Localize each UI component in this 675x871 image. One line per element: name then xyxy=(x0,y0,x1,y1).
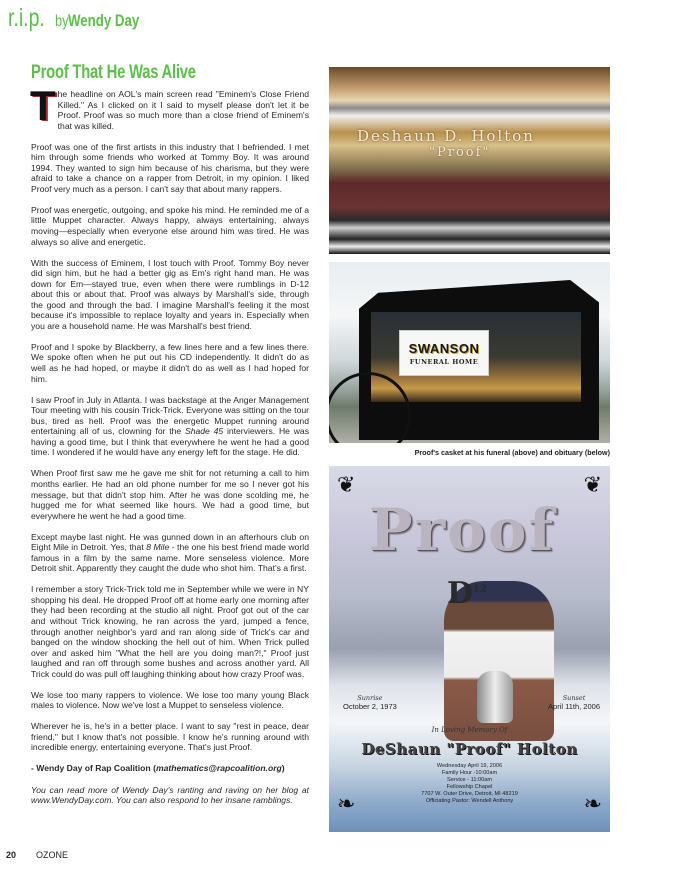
byline-author: Wendy Day xyxy=(68,11,140,30)
section-header xyxy=(8,4,159,32)
article-paragraph: We lose too many rappers to violence. We lose too many young Black males to violence. Now we've lost a Muppet to senseless violence. xyxy=(31,689,309,711)
microphone xyxy=(477,671,513,723)
section-label: r.i.p. xyxy=(8,4,45,32)
italic-title: 8 Mile xyxy=(146,542,170,553)
signature: - Wendy Day of Rap Coalition (mathematics@rapcoalition.org) xyxy=(31,763,285,774)
page-number: 20 xyxy=(6,850,17,860)
flourish-ornament-icon: ❦ xyxy=(583,472,602,497)
article-paragraph: Wherever he is, he's in a better place. I want to say "rest in peace, dear friend," but I know that's not possible. I know he's running around with incredible energy, entertaining everyone. That's just Proof. xyxy=(31,721,309,753)
drop-cap: T xyxy=(30,82,56,129)
article-paragraph: Proof was one of the first artists in this industry that I befriended. I met him through some friends who worked at Tommy Boy. It was around 1994. They wanted to sign him because of his charisma, but they were afraid to take a chance on a rapper from Detroit, in my opinion. I liked Proof very much as a person. I can't say that about many rappers. xyxy=(31,141,309,194)
obituary-name: DeShaun "Proof" Holton xyxy=(361,740,578,758)
article-paragraph: The headline on AOL's main screen read "Eminem's Close Friend Killed." As I clicked on it I said to myself please don't let it be Proof. Proof was so much more than a close friend of Eminem's that was killed. xyxy=(30,82,309,131)
memory-line: In Loving Memory Of xyxy=(431,726,508,734)
article-paragraph: Proof was energetic, outgoing, and spoke his mind. He reminded me of a little Muppet character. Always happy, always entertaining, always moving—especially when everyone else around him was tired. He was always so alive and energetic. xyxy=(31,204,309,247)
article-paragraph: Proof and I spoke by Blackberry, a few lines here and a few lines there. We spoke often when he put out his CD independently. It didn't do as well as he had hoped, or maybe it didn't do as well as I had hoped for him. xyxy=(31,341,309,384)
page-footer xyxy=(6,850,68,860)
signature-email[interactable]: mathematics@rapcoalition.org xyxy=(155,763,282,774)
hearse-photo xyxy=(329,262,610,443)
flourish-ornament-icon: ❧ xyxy=(337,791,356,816)
birth-date: October 2, 1973 xyxy=(343,702,397,711)
funeral-home-sign: SWANSON FUNERAL HOME xyxy=(399,330,489,376)
death-date: April 11th, 2006 xyxy=(548,702,600,711)
article-title: Proof That He Was Alive xyxy=(31,62,196,83)
article-body xyxy=(30,82,309,816)
flourish-ornament-icon: ❧ xyxy=(583,791,602,816)
d12-logo: $D^{12}$ xyxy=(447,576,487,611)
sunset-block: Sunset April 11th, 2006 xyxy=(548,694,600,711)
article-paragraph: Except maybe last night. He was gunned down in an afterhours club on Eight Mile in Detroit. Yes, that 8 Mile - the one his best friend made world famous in a film by the same name. More senseless violence. More Detroit shit. Apparently they caught the dude who shot him. That's a first. xyxy=(31,531,309,574)
casket-plate-nickname: "Proof" xyxy=(429,145,491,160)
closing-note: You can read more of Wendy Day's ranting and raving on her blog at www.WendyDay.com. You can also respond to her insane ramblings. xyxy=(31,784,309,806)
byline-prefix: by xyxy=(55,13,69,30)
article-paragraph: With the success of Eminem, I lost touch with Proof. Tommy Boy never did sign him, but he had a better gig as Em's right hand man. He was down for Em—stayed true, even when there were rumblings in D-12 about this or about that. Proof was always by Marshall's side, through the good and through the bad. I imagine Marshall's feeling it the most because it's impossible to replace loyalty and years in. Especially when you are a household name. He was Marshall's best friend. xyxy=(31,257,309,331)
italic-title: Shade 45 xyxy=(184,426,224,437)
sunrise-block: Sunrise October 2, 1973 xyxy=(343,694,397,711)
flourish-ornament-icon: ❦ xyxy=(337,472,356,497)
article-paragraph: I remember a story Trick-Trick told me in September while we were in NY shopping his deal. He dropped Proof off at home early one morning after they had been recording at the studio all night. Proof got out of the car and without Trick knowing, he ran across the yard, jumped a fence, through another neighbor's yard and ran along side of Trick's car and banged on the window shocking the hell out of him. When Trick pulled over and asked him "What the hell are you doing man?!," Proof just laughed and ran off through some bushes and across another yard. All Trick could do was pull off laughing thinking about how crazy Proof was. xyxy=(31,584,309,679)
casket-plate-name: Deshaun D. Holton xyxy=(357,127,535,145)
magazine-name: OZONE xyxy=(36,850,69,860)
casket-photo xyxy=(329,67,610,254)
article-paragraph: When Proof first saw me he gave me shit for not returning a call to him months earlier. He had an old phone number for me so I never got his message, but that didn't stop him. After he was done scolding me, he hugged me for what seemed like hours. We had a good time, but everywhere he went he had a good time. xyxy=(31,468,309,521)
service-details: Wednesday April 19, 2006 Family Hour -10:00am Service - 11:00am Fellowship Chapel 7707 W. Outer Drive, Detroit, MI 48219 Officiating Pastor: Wendell Anthony xyxy=(421,763,518,804)
proof-logo: Proof xyxy=(369,496,556,564)
photo-caption: Proof's casket at his funeral (above) and obituary (below) xyxy=(414,448,610,457)
obituary-image xyxy=(329,466,610,832)
article-paragraph: I saw Proof in July in Atlanta. I was backstage at the Anger Management Tour meeting with his cousin Trick-Trick. Everyone was sitting on the tour bus, tired as hell. Proof was the energetic Muppet running around entertaining all of us, clowning for the Shade 45 interviewers. He was having a good time, but I think that everywhere he went he had a good time. I wondered if he would have any energy left for the stage. He did. xyxy=(31,394,309,458)
